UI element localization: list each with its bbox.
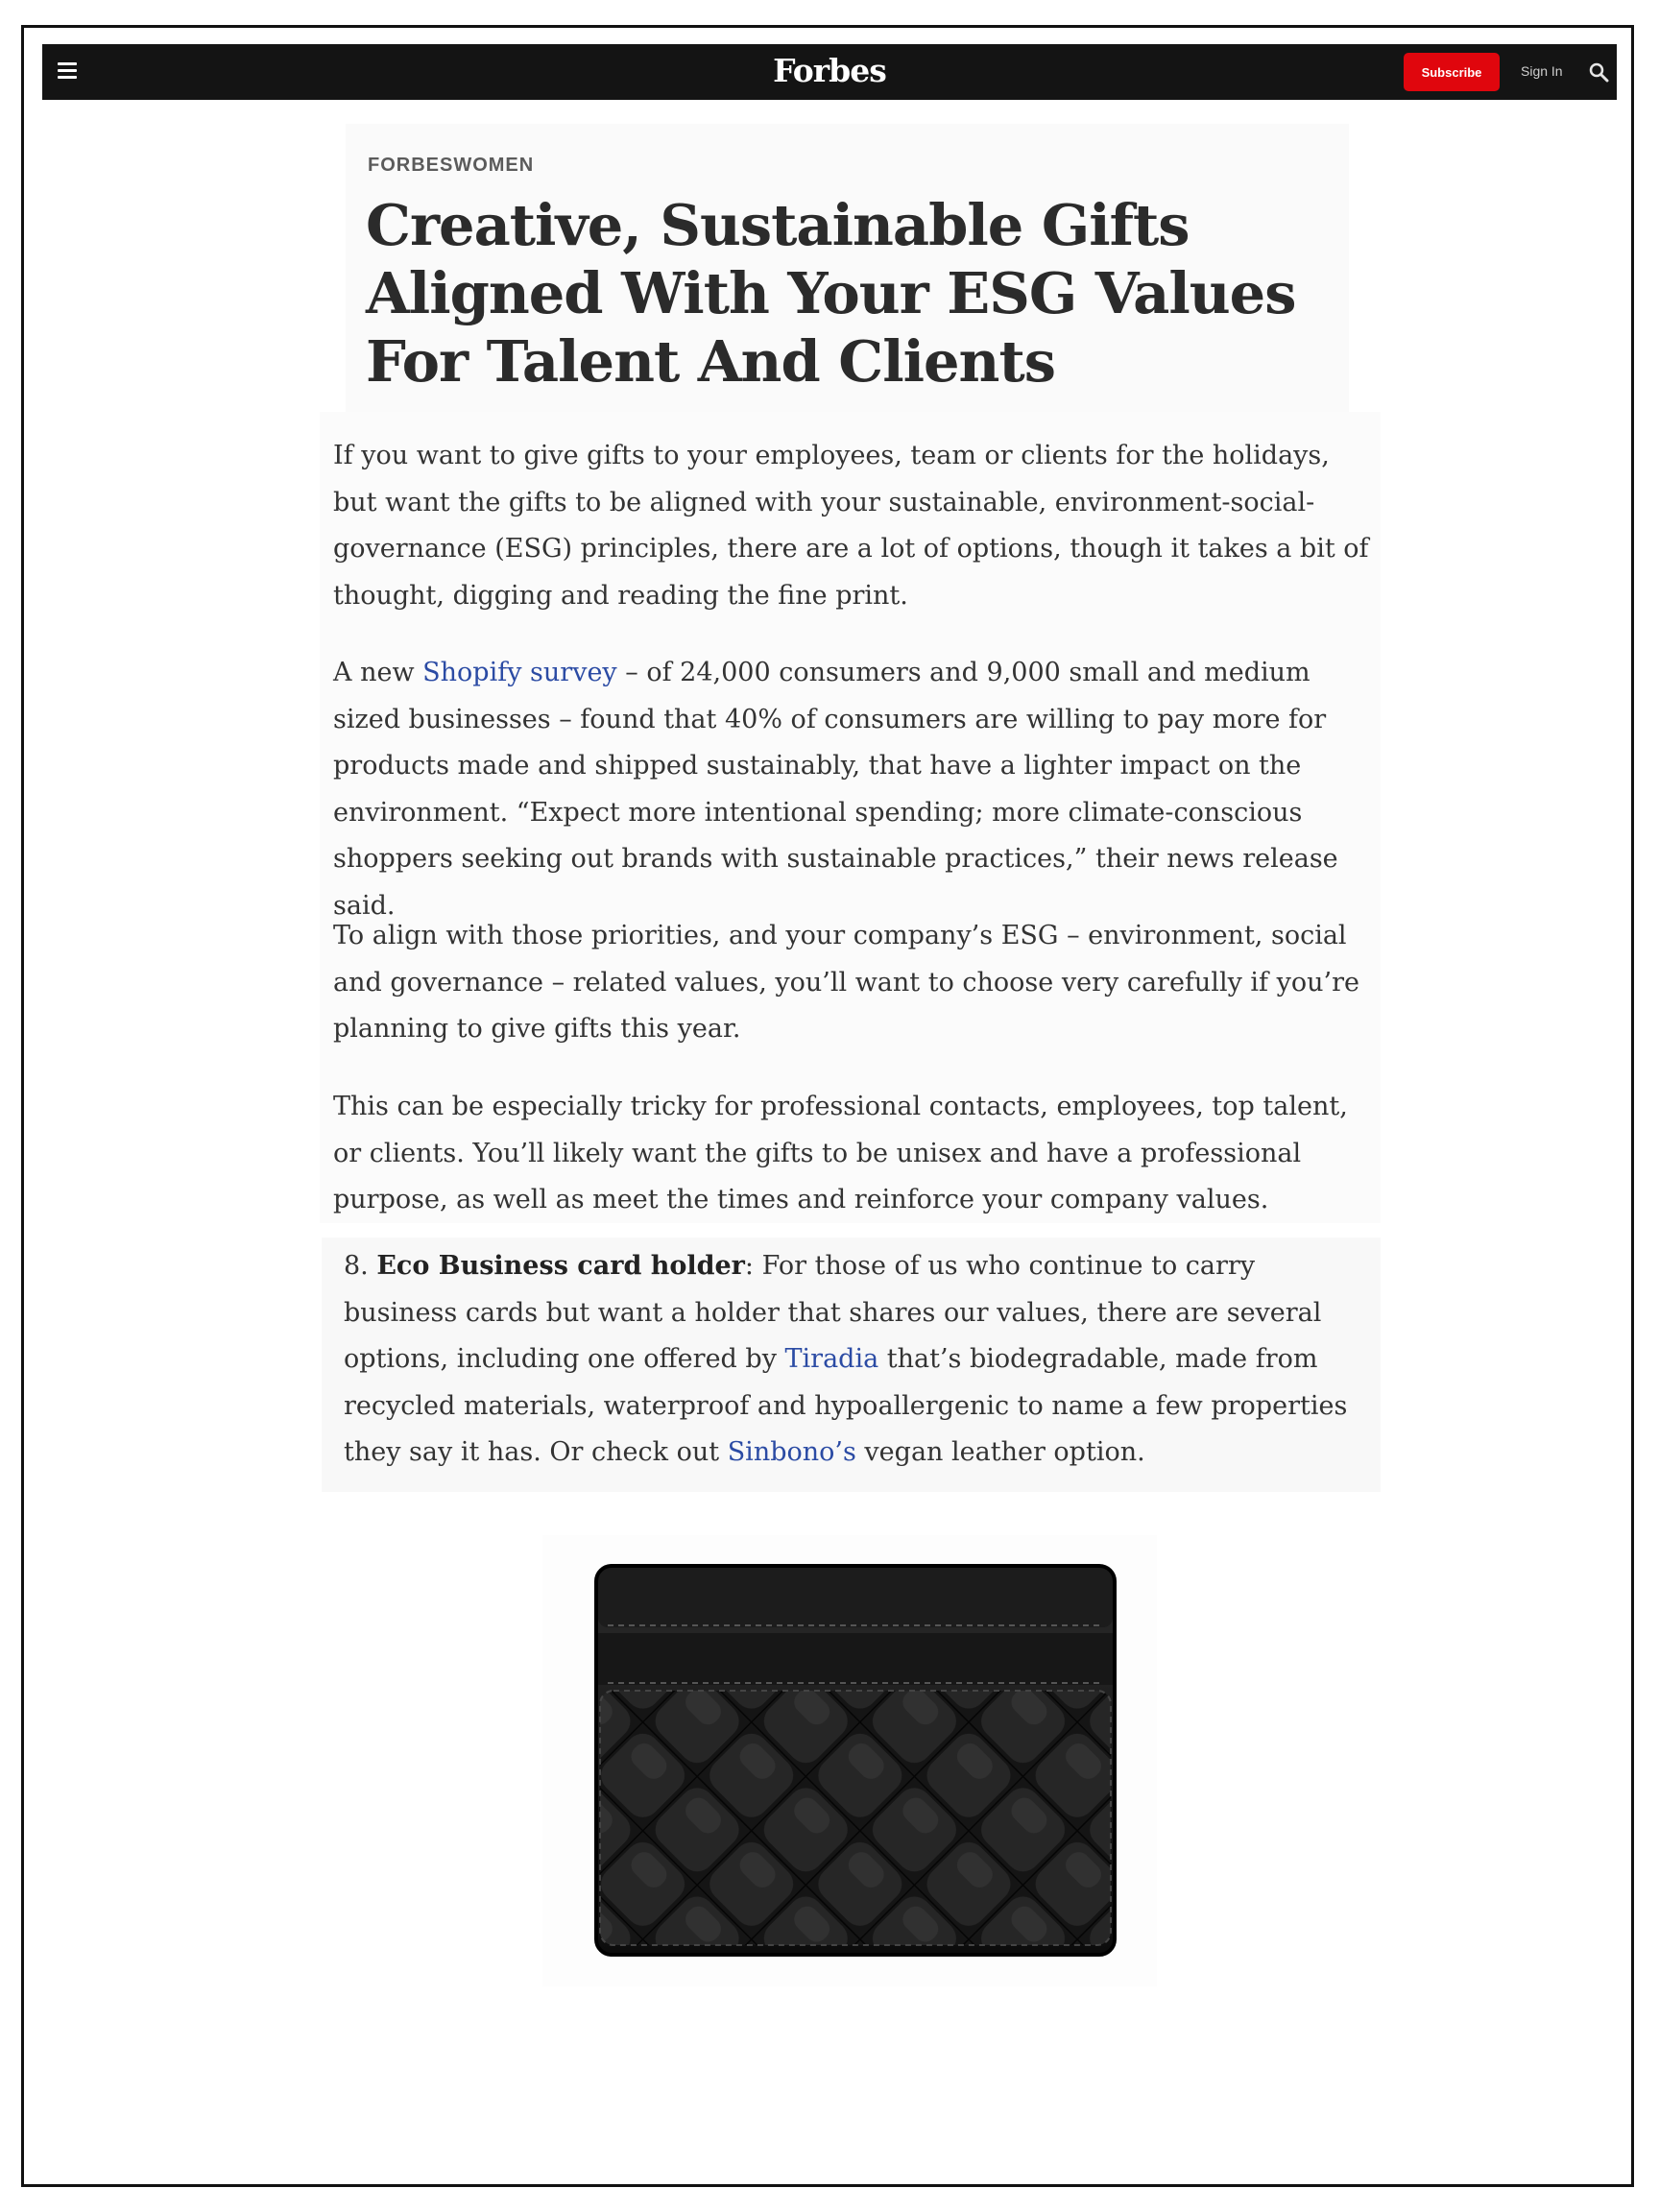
article-headline: Creative, Sustainable Gifts Aligned With Your ESG Values For Talent And Clients: [366, 192, 1296, 395]
item-text: : For those of us who continue to carry business cards but want a holder that shares our values, there are several options, including one offered by: [344, 1251, 1322, 1374]
article-body: [320, 412, 1381, 1223]
gift-item-8: [322, 1238, 1381, 1492]
item-text: that’s biodegradable, made from recycled materials, waterproof and hypoallergenic to name a few properties they say it has. Or check out: [344, 1344, 1348, 1467]
paragraph-intro: If you want to give gifts to your employees, team or clients for the holidays, but want the gifts to be aligned with your sustainable, environment-social-governance (ESG) principles, there are a lot of options, though it takes a bit of thought, digging and reading the fine print.: [333, 441, 1369, 611]
sign-in-link[interactable]: Sign In: [1521, 63, 1563, 79]
section-kicker[interactable]: FORBESWOMEN: [368, 155, 535, 176]
paragraph-survey: [333, 650, 1370, 929]
card-holder-image: [589, 1558, 1117, 1961]
item-title: Eco Business card holder: [376, 1251, 745, 1281]
paragraph-text: A new: [333, 658, 423, 687]
subscribe-button[interactable]: Subscribe: [1404, 53, 1500, 91]
page-frame: [21, 25, 1634, 2187]
top-nav-bar: [42, 44, 1617, 100]
tiradia-link[interactable]: Tiradia: [784, 1344, 879, 1374]
article-header: [346, 124, 1349, 412]
item-text: vegan leather option.: [855, 1437, 1145, 1467]
paragraph-tricky: This can be especially tricky for professional contacts, employees, top talent, or clients. You’ll likely want the gifts to be unisex and have a professional purpose, as well as meet the times and reinforce your company values.: [333, 1092, 1348, 1214]
search-icon[interactable]: [1588, 61, 1609, 83]
shopify-survey-link[interactable]: Shopify survey: [422, 658, 617, 687]
sinbono-link[interactable]: Sinbono’s: [727, 1437, 856, 1467]
paragraph-text: – of 24,000 consumers and 9,000 small and medium sized businesses – found that 40% of consumers are willing to pay more for products made and shipped sustainably, that have a lighter impact on the environment. “Expect more intentional spending; more climate-conscious shoppers seeking out brands with sustainable practices,” their news release said.: [333, 658, 1338, 921]
forbes-logo[interactable]: Forbes: [773, 52, 886, 89]
item-number: 8.: [344, 1251, 377, 1281]
product-image: [542, 1535, 1157, 1986]
gift-item-text: [344, 1243, 1376, 1477]
paragraph-priorities: To align with those priorities, and your company’s ESG – environment, social and governance – related values, you’ll want to choose very carefully if you’re planning to give gifts this year.: [333, 921, 1359, 1044]
